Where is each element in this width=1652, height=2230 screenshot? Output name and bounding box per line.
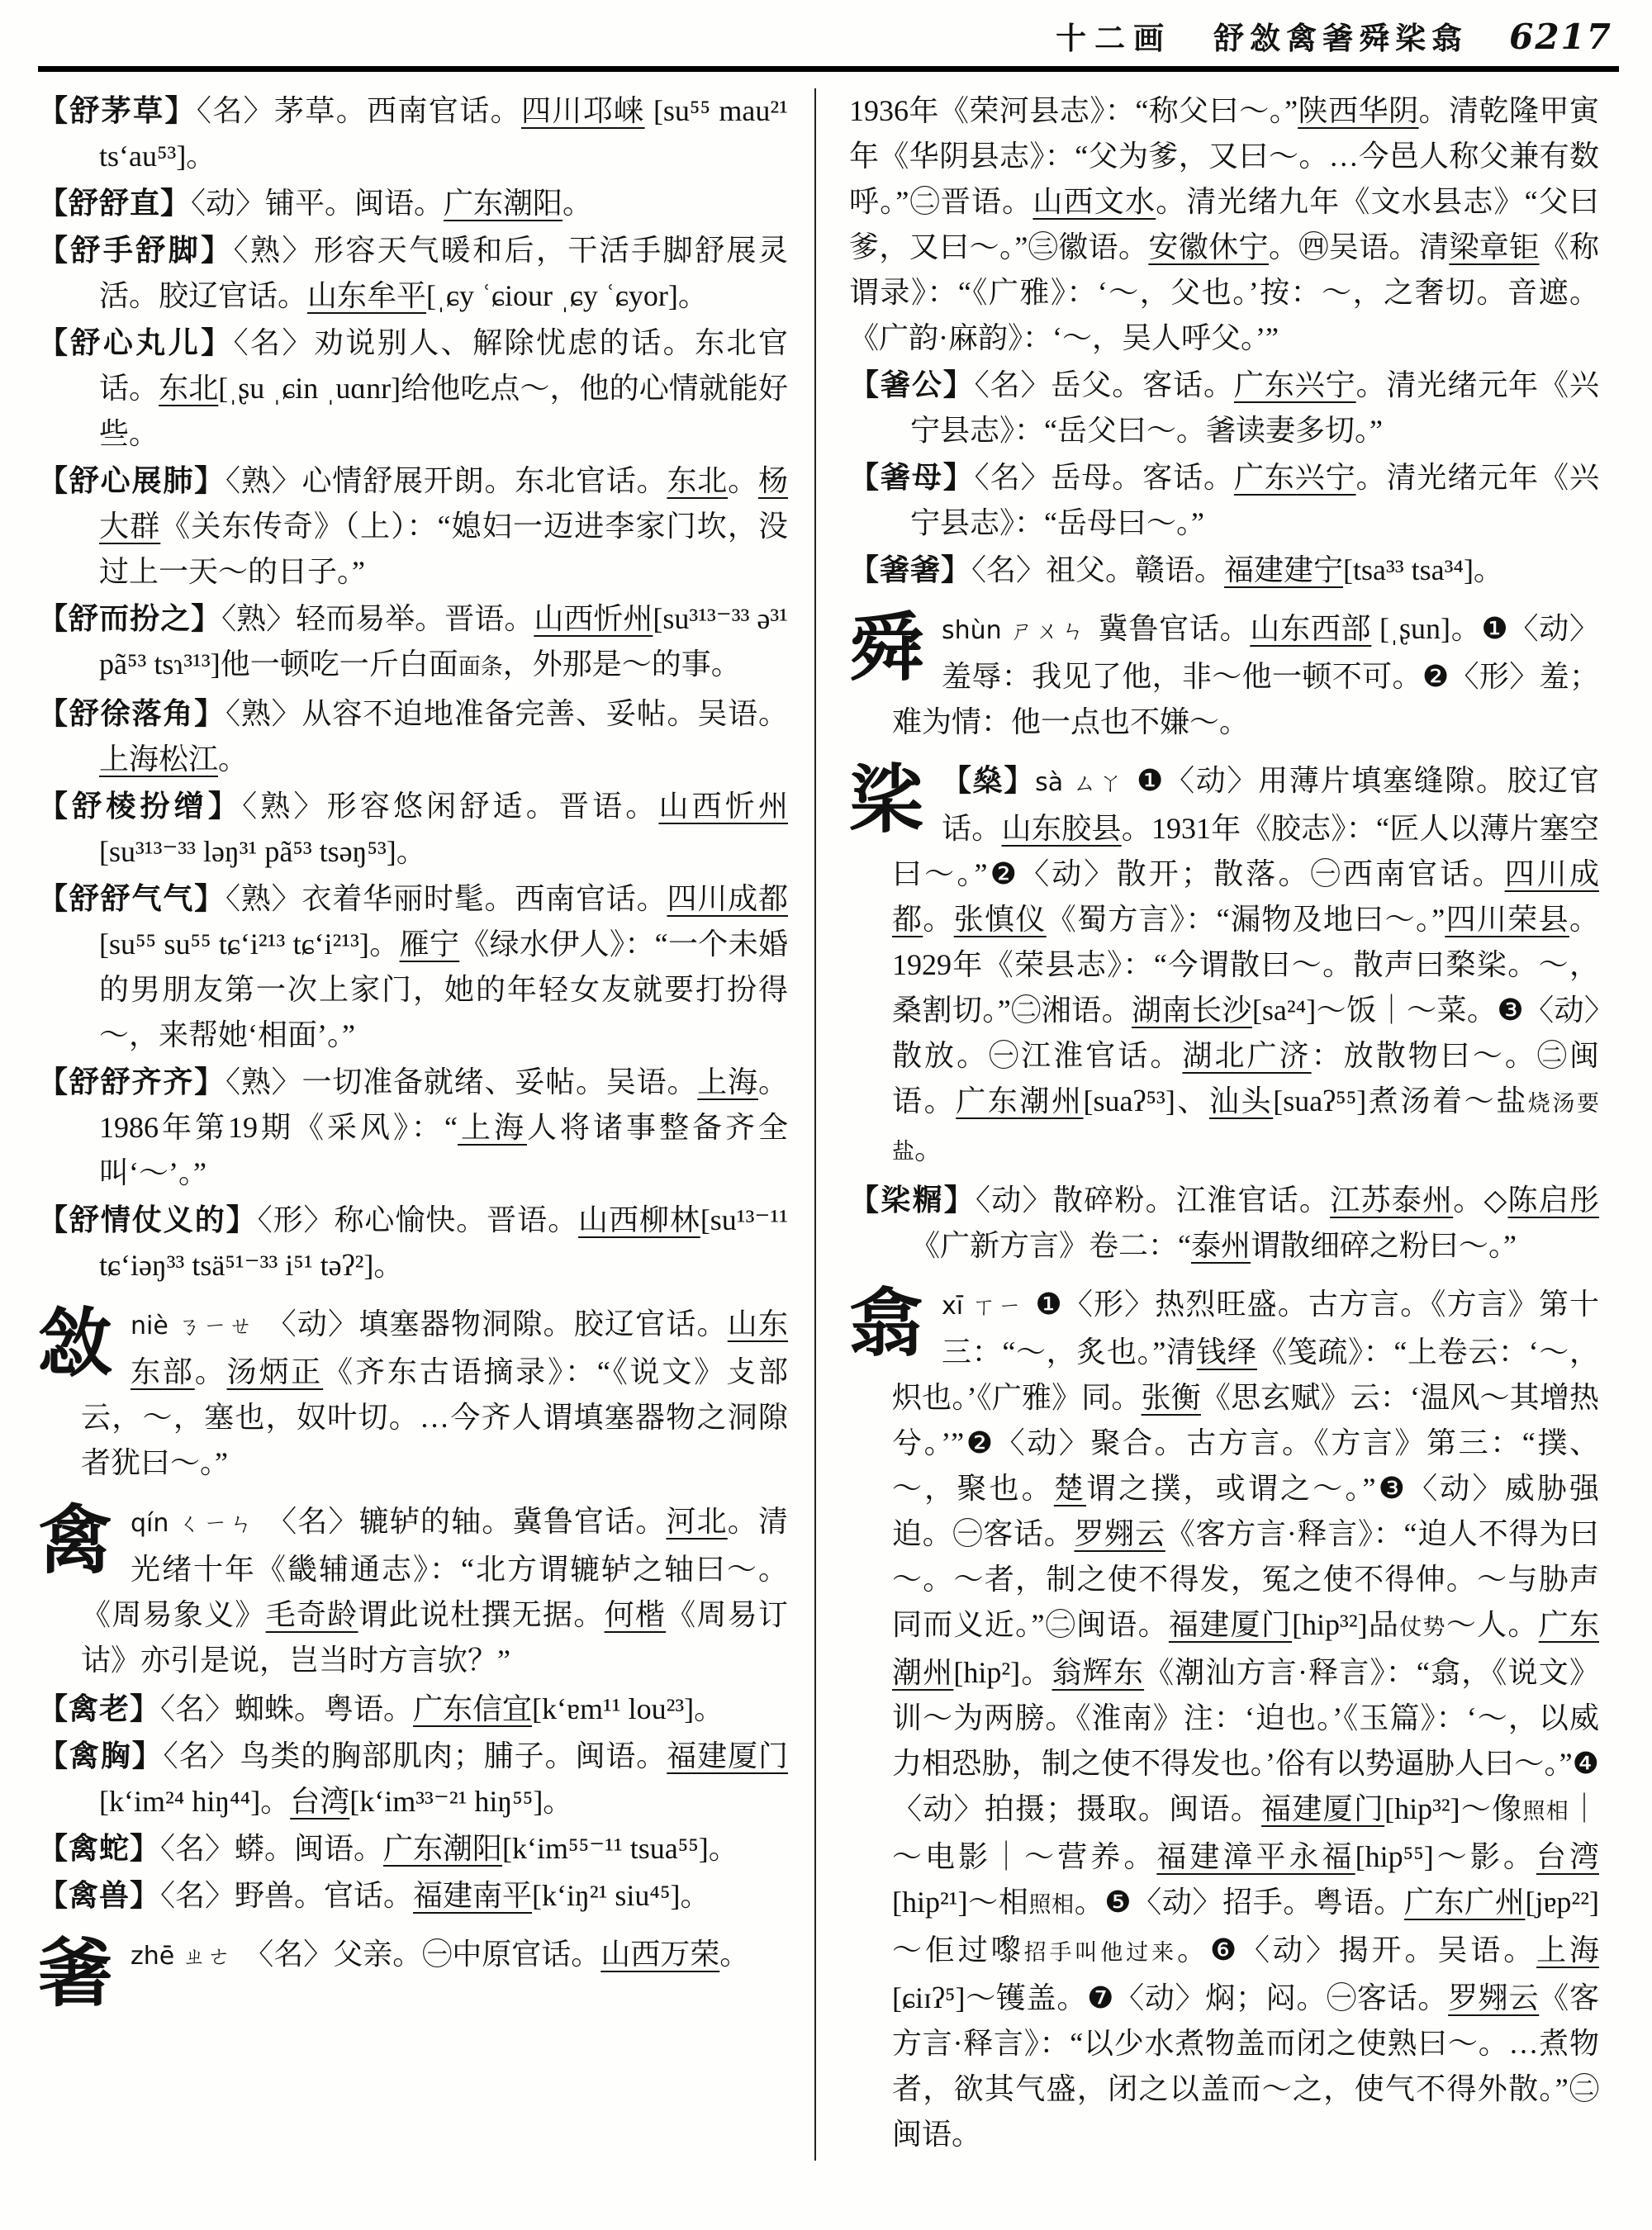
proper-noun: 福建建宁	[1224, 553, 1344, 586]
dict-entry	[38, 1873, 788, 1919]
proper-noun: 河北	[666, 1505, 728, 1538]
pinyin-reading: zhē	[131, 1942, 175, 1971]
entry-body: 〈名〉岳母。客话。广东兴宁。清光绪元年《兴宁县志》：“岳母曰～。”	[910, 461, 1599, 539]
proper-noun: 广东潮阳	[383, 1832, 503, 1865]
proper-noun: 罗翙云	[1074, 1517, 1165, 1550]
proper-noun: 罗翙云	[1448, 1981, 1540, 2014]
proper-noun: 福建厦门	[1261, 1792, 1385, 1825]
proper-noun: 广东潮州	[956, 1084, 1084, 1117]
proper-noun: 陕西华阴	[1298, 94, 1419, 127]
dict-entry	[849, 455, 1599, 546]
entry-body: 〈名〉辘轳的轴。冀鲁官话。河北。清光绪十年《畿辅通志》：“北方谓辘轳之轴曰～。《周易象义》毛奇龄谓此说杜撰无据。何楷《周易订诂》亦引是说，岂当时方言欤？”	[81, 1505, 788, 1677]
proper-noun: 山东东部	[131, 1307, 788, 1388]
proper-noun: 陈启彤	[1507, 1184, 1599, 1217]
proper-noun: 上海	[1536, 1933, 1599, 1967]
page-header	[38, 13, 1619, 58]
entry-headword: 【舒舒直】	[38, 187, 192, 220]
head-character-block	[849, 1282, 1599, 2157]
proper-noun: 钱绎	[1196, 1336, 1257, 1369]
proper-noun: 梁章钜	[1449, 230, 1540, 263]
pinyin-reading: niè	[131, 1312, 169, 1340]
proper-noun: 东北	[159, 372, 219, 405]
entry-body: 〈熟〉形容天气暖和后，干活手脚舒展灵活。胶辽官话。山东牟平[ˌɕy ʿɕiour ˌɕy ʿɕyor]。	[99, 234, 788, 312]
text-columns	[38, 88, 1619, 2161]
continuation-paragraph	[849, 88, 1599, 361]
proper-noun: 山西忻州	[534, 602, 653, 635]
entry-headword: 【舒棱扮缯】	[38, 790, 243, 823]
entry-headword: 【㸙㸙】	[849, 553, 972, 586]
variant-character: 【燊】	[942, 764, 1036, 797]
proper-noun: 楚	[1053, 1472, 1087, 1505]
pinyin-reading: xī	[942, 1292, 964, 1321]
dict-entry	[849, 1178, 1599, 1269]
entry-body: 〈名〉蜘蛛。粤语。广东信宜[kʻɐm¹¹ lou²³]。	[160, 1692, 724, 1725]
entry-headword: 【舒舒气气】	[38, 882, 225, 915]
proper-noun: 广东潮阳	[444, 187, 563, 220]
column-left	[38, 88, 816, 2161]
entry-body: 〈形〉称心愉快。晋语。山西柳林[su¹³⁻¹¹ tɕʻiəŋ³³ tsä⁵¹⁻³³ i⁵¹ təʔ²]。	[99, 1203, 788, 1282]
proper-noun: 台湾	[1536, 1840, 1599, 1873]
proper-noun: 杨大群	[99, 464, 788, 543]
entry-headword: 【舒情仗义的】	[38, 1203, 258, 1236]
proper-noun: 湖南长沙	[1132, 994, 1252, 1027]
dict-entry	[38, 1734, 788, 1824]
entry-body: 〈名〉野兽。官话。福建南平[kʻiŋ²¹ siu⁴⁵]。	[160, 1879, 710, 1912]
dict-entry	[38, 320, 788, 457]
proper-noun: 上海	[457, 1111, 527, 1144]
entry-body: ❶〈动〉用薄片填塞缝隙。胶辽官话。山东胶县。1931年《胶志》：“匠人以薄片塞空曰～。”❷〈动〉散开；散落。㊀西南官话。四川成都。张慎仪《蜀方言》：“漏物及地曰～。”四川荣县。1929年《荣县志》：“今谓散曰～。散声曰楘桬。～，桑割切。”㊁湘语。湖南长沙[sa²⁴]～饭｜～菜。❸〈动〉散放。㊀江淮官话。湖北广济：放散物曰～。㊁闽语。广东潮州[suaʔ⁵³]、汕头[suaʔ⁵⁵]煮汤着～盐烧汤要盐。	[892, 764, 1599, 1165]
entry-body: 1936年《荣河县志》：“称父曰～。”陕西华阴。清乾隆甲寅年《华阴县志》：“父为爹，又曰～。…今邑人称父兼有数呼。”㊁晋语。山西文水。清光绪九年《文水县志》“父曰爹，又曰～。”㊂徽语。安徽休宁。㊃吴语。清梁章钜《称谓录》：“《广雅》：‘～，父也。’按：～，之奢切。音遮。《广韵·麻韵》：‘～，吴人呼父。’”	[849, 94, 1599, 354]
proper-noun: 山西万荣	[601, 1938, 720, 1971]
dict-entry	[38, 691, 788, 782]
pinyin-reading: qín	[131, 1509, 169, 1538]
entry-body: 〈动〉填塞器物洞隙。胶辽官话。山东东部。汤炳正《齐东古语摘录》：“《说文》攴部云，～，塞也，奴叶切。…今齐人谓填塞器物之洞隙者犹曰～。”	[81, 1307, 788, 1479]
entry-headword: 【舒徐落角】	[38, 697, 225, 730]
proper-noun: 广东兴宁	[1233, 461, 1356, 494]
proper-noun: 福建南平	[413, 1879, 533, 1912]
zhuyin-reading: ㄕㄨㄣ	[1009, 619, 1087, 644]
entry-body: 〈名〉祖父。赣语。福建建宁[tsa³³ tsa³⁴]。	[971, 553, 1503, 586]
entry-headword: 【舒心展肺】	[38, 464, 225, 497]
proper-noun: 福建漳平永福	[1156, 1840, 1355, 1873]
header-character-list: 舒敜禽㸙舜桬翕	[1213, 22, 1469, 56]
proper-noun: 福建厦门	[1168, 1608, 1293, 1641]
proper-noun: 翁辉东	[1051, 1656, 1145, 1689]
proper-noun: 张衡	[1141, 1381, 1201, 1414]
entry-headword: 【舒心丸儿】	[38, 326, 234, 359]
proper-noun: 台湾	[290, 1785, 350, 1818]
dict-entry	[38, 784, 788, 875]
proper-noun: 广东信宜	[413, 1692, 533, 1725]
proper-noun: 广东潮州	[892, 1608, 1599, 1689]
proper-noun: 湖北广济	[1182, 1039, 1312, 1072]
entry-body: 冀鲁官话。山东西部 [ˌʂun]。❶〈动〉羞辱：我见了他，非～他一顿不可。❷〈形〉羞；难为情：他一点也不嫌～。	[892, 612, 1599, 738]
entry-body: 〈熟〉轻而易举。晋语。山西忻州[su³¹³⁻³³ ə³¹ pã⁵³ tsɿ³¹³]他一顿吃一斤白面面条，外那是～的事。	[99, 602, 788, 681]
zhuyin-reading: ㄙㄚ	[1071, 771, 1126, 796]
head-character-block	[849, 606, 1599, 745]
head-character: 禽	[38, 1501, 112, 1582]
proper-noun: 山东牟平	[307, 279, 427, 312]
proper-noun: 山西柳林	[578, 1203, 700, 1236]
column-right	[816, 88, 1599, 2161]
proper-noun: 山西文水	[1032, 185, 1156, 218]
proper-noun: 福建厦门	[667, 1739, 788, 1772]
dict-entry	[38, 1198, 788, 1288]
entry-body: 〈熟〉一切准备就绪、妥帖。吴语。上海。1986年第19期《采风》：“上海人将诸事整备齐全叫‘～’。”	[99, 1065, 788, 1189]
gloss-text: 照相	[1028, 1892, 1075, 1917]
dict-entry	[38, 228, 788, 319]
dict-entry	[849, 548, 1599, 593]
entry-body: 〈名〉茅草。西南官话。四川邛崃 [su⁵⁵ mau²¹ tsʻau⁵³]。	[99, 94, 788, 173]
dict-entry	[38, 458, 788, 595]
entry-headword: 【舒舒齐齐】	[38, 1065, 225, 1098]
head-character: 桬	[849, 760, 923, 842]
dict-entry	[38, 1060, 788, 1196]
dict-entry	[38, 1826, 788, 1872]
gloss-text: 烧汤要盐	[892, 1091, 1599, 1164]
pinyin-reading: sà	[1035, 768, 1064, 797]
entry-body: 〈熟〉心情舒展开朗。东北官话。东北。杨大群《关东传奇》（上）：“媳妇一迈进李家门坎，没过上一天～的日子。”	[99, 464, 788, 588]
zhuyin-reading: ㄋㄧㄝ	[176, 1314, 255, 1340]
entry-body: ❶〈形〉热烈旺盛。古方言。《方言》第十三：“～，炙也。”清钱绎《笺疏》：“上卷云：‘～，炽也。’《广雅》同。张衡《思玄赋》云：‘温风～其增热兮。’”❷〈动〉聚合。古方言。《方言》第三：“撲、～，聚也。楚谓之撲，或谓之～。”❸〈动〉威胁强迫。㊀客话。罗翙云《客方言·释言》：“迫人不得为曰～。～者，制之使不得发，冤之使不得伸。～与胁声同而义近。”㊁闽语。福建厦门[hip³²]品仗势～人。广东潮州[hip²]。翁辉东《潮汕方言·释言》：“翕，《说文》训～为两膀。《淮南》注：‘迫也。’《玉篇》：‘～，以威力相恐胁，制之使不得发也。’俗有以势逼胁人曰～。”❹〈动〉拍摄；摄取。闽语。福建厦门[hip³²]～像照相｜～电影｜～营养。福建漳平永福[hip⁵⁵]～影。台湾[hip²¹]～相照相。❺〈动〉招手。粤语。广东广州[jɐp²²]～佢过嚟招手叫他过来。❻〈动〉揭开。吴语。上海[ɕiɪʔ⁵]～镬盖。❼〈动〉焖；闷。㊀客话。罗翙云《客方言·释言》：“以少水煮物盖而闭之使熟曰～。…煮物者，欲其气盛，闭之以盖而～之，使气不得外散。”㊁闽语。	[892, 1288, 1599, 2151]
head-character: 敜	[38, 1303, 112, 1385]
entry-body: 〈名〉鸟类的胸部肌肉；脯子。闽语。福建厦门[kʻim²⁴ hiŋ⁴⁴]。台湾[kʻim³³⁻²¹ hiŋ⁵⁵]。	[99, 1739, 788, 1818]
zhuyin-reading: ㄒㄧ	[971, 1294, 1024, 1320]
proper-noun: 广东广州	[1403, 1886, 1526, 1919]
head-character-block	[38, 1499, 788, 1683]
entry-headword: 【禽蛇】	[38, 1832, 161, 1865]
dict-entry	[38, 876, 788, 1058]
zhuyin-reading: ㄑㄧㄣ	[177, 1511, 256, 1537]
entry-body: 〈名〉蟒。闽语。广东潮阳[kʻim⁵⁵⁻¹¹ tsua⁵⁵]。	[160, 1832, 738, 1865]
gloss-text: 面条	[458, 654, 503, 679]
zhuyin-reading: ㄓㄜ	[183, 1944, 233, 1970]
head-character: 㸙	[38, 1933, 112, 2015]
entry-body: 〈名〉劝说别人、解除忧虑的话。东北官话。东北[ˌʂu ˌɕin ˌuɑnr]给他吃点～，他的心情就能好些。	[99, 326, 788, 450]
proper-noun: 安徽休宁	[1148, 230, 1269, 263]
gloss-text: 照相	[1522, 1799, 1569, 1824]
entry-headword: 【禽老】	[38, 1692, 161, 1725]
head-character-block	[38, 1932, 788, 2015]
proper-noun: 山东胶县	[1001, 812, 1122, 845]
dict-entry	[38, 1687, 788, 1732]
proper-noun: 泰州	[1190, 1229, 1251, 1262]
dict-entry	[38, 181, 788, 226]
proper-noun: 广东兴宁	[1233, 368, 1356, 401]
entry-body: 〈名〉父亲。㊀中原官话。山西万荣。	[244, 1938, 750, 1971]
entry-headword: 【舒手舒脚】	[38, 234, 234, 267]
proper-noun: 四川成都	[892, 857, 1599, 936]
proper-noun: 何楷	[604, 1598, 667, 1631]
gloss-text: 招手叫他过来	[1023, 1940, 1177, 1965]
head-character-block	[849, 758, 1599, 1174]
dict-entry	[38, 88, 788, 179]
proper-noun: 东北	[667, 464, 729, 497]
entry-body: 〈熟〉衣着华丽时髦。西南官话。四川成都[su⁵⁵ su⁵⁵ tɕʻi²¹³ tɕʻi²¹³]。雁宁《绿水伊人》：“一个未婚的男朋友第一次上家门，她的年轻女友就要打扮得～，来帮她‘相面’。”	[99, 882, 788, 1051]
stroke-section-label: 十二画	[1056, 22, 1173, 56]
gloss-text: 仗势	[1399, 1615, 1446, 1639]
entry-headword: 【㸙母】	[849, 461, 975, 494]
proper-noun: 四川邛崃	[521, 94, 645, 127]
entry-body: 〈熟〉从容不迫地准备完善、妥帖。吴语。上海松江。	[99, 697, 788, 776]
proper-noun: 江苏泰州	[1330, 1184, 1454, 1217]
entry-headword: 【㸙公】	[849, 368, 975, 401]
entry-body: 〈熟〉形容悠闲舒适。晋语。山西忻州[su³¹³⁻³³ ləŋ³¹ pã⁵³ tsəŋ⁵³]。	[99, 790, 788, 868]
head-character: 翕	[849, 1283, 923, 1365]
entry-body: 〈动〉散碎粉。江淮官话。江苏泰州。◇陈启彤《广新方言》卷二：“泰州谓散细碎之粉曰～。”	[910, 1184, 1599, 1262]
entry-body: 〈名〉岳父。客话。广东兴宁。清光绪元年《兴宁县志》：“岳父曰～。㸙读妻多切。”	[910, 368, 1599, 447]
proper-noun: 上海	[697, 1065, 758, 1098]
entry-headword: 【禽兽】	[38, 1879, 161, 1912]
header-rule	[38, 66, 1619, 72]
proper-noun: 山东西部	[1250, 612, 1372, 645]
head-character: 舜	[849, 608, 923, 690]
proper-noun: 四川荣县	[1445, 903, 1569, 936]
dict-entry	[38, 596, 788, 690]
dict-entry	[849, 363, 1599, 453]
proper-noun: 上海松江	[99, 743, 219, 776]
entry-headword: 【桬糏】	[849, 1184, 976, 1217]
entry-body: 〈动〉铺平。闽语。广东潮阳。	[191, 187, 593, 220]
pinyin-reading: shùn	[942, 616, 1002, 645]
proper-noun: 汤炳正	[226, 1355, 324, 1388]
proper-noun: 毛奇龄	[265, 1598, 358, 1631]
head-character-block	[38, 1302, 788, 1486]
proper-noun: 汕头	[1209, 1084, 1274, 1117]
entry-headword: 【舒茅草】	[38, 94, 197, 127]
proper-noun: 山西忻州	[658, 790, 788, 823]
entry-headword: 【禽胸】	[38, 1739, 164, 1772]
proper-noun: 四川成都	[667, 882, 788, 915]
page-number: 6217	[1509, 17, 1612, 57]
proper-noun: 张慎仪	[953, 903, 1047, 936]
proper-noun: 雁宁	[399, 928, 460, 961]
entry-headword: 【舒而扮之】	[38, 602, 222, 635]
